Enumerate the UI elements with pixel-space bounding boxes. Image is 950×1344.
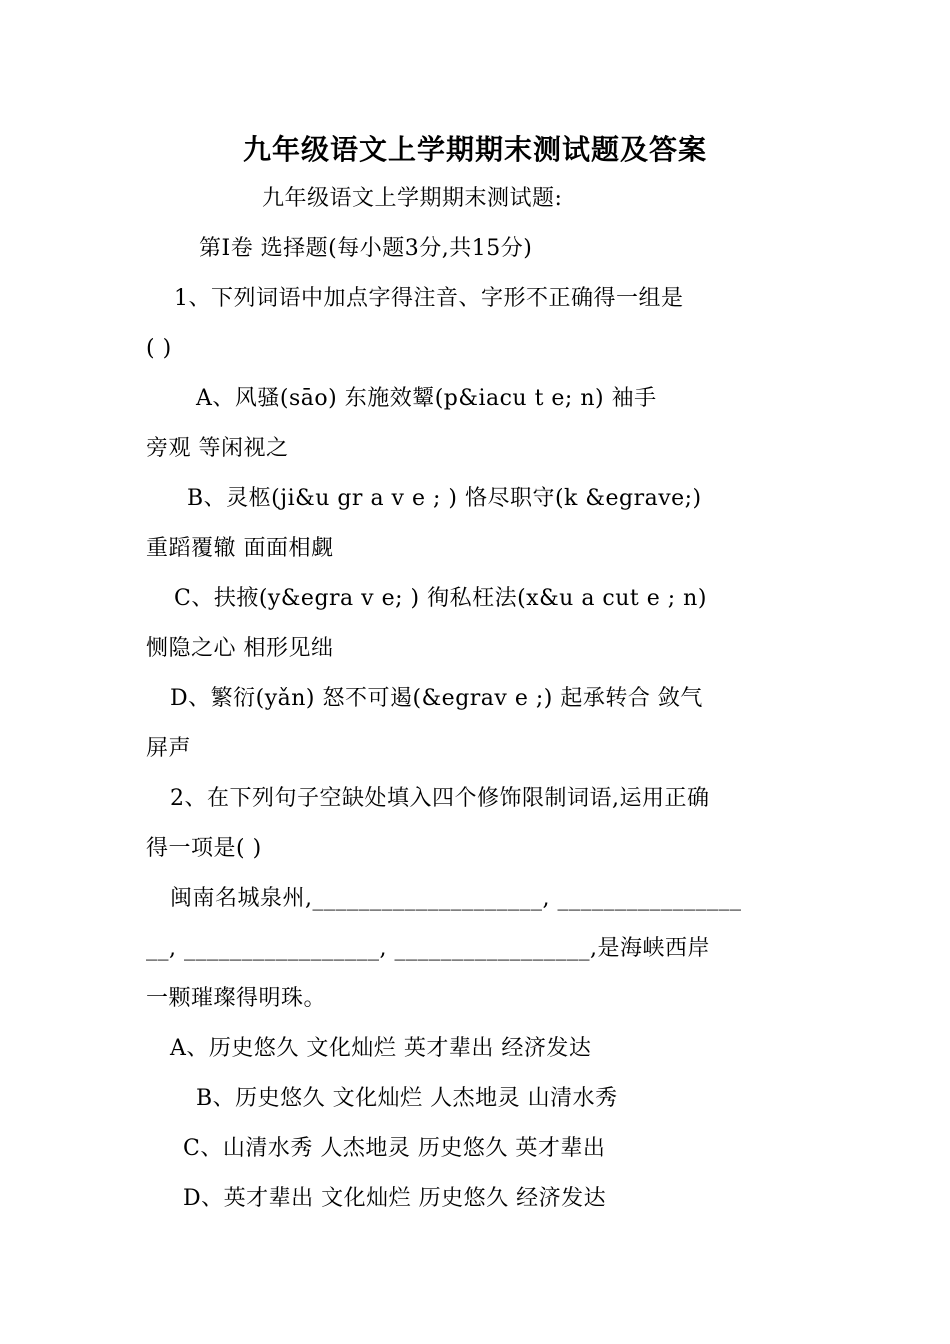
q2-option-d: D、英才辈出 文化灿烂 历史悠久 经济发达 (183, 1186, 607, 1211)
q2-option-a: A、历史悠久 文化灿烂 英才辈出 经济发达 (170, 1036, 592, 1061)
section-heading: 第Ⅰ卷 选择题(每小题3分,共15分) (199, 236, 533, 261)
q1-option-c-cont: 恻隐之心 相形见绌 (146, 636, 334, 661)
q2-stem-cont: 得一项是( ) (146, 836, 262, 861)
q1-option-a-cont: 旁观 等闲视之 (146, 436, 289, 461)
q1-option-c: C、扶掖(y&egra v e; ) 徇私枉法(x&u a cut e ; n) (174, 586, 707, 611)
q2-option-c: C、山清水秀 人杰地灵 历史悠久 英才辈出 (183, 1136, 606, 1161)
q2-sentence-end: 一颗璀璨得明珠。 (146, 986, 327, 1011)
q1-option-d: D、繁衍(yǎn) 怒不可遏(&egrav e ;) 起承转合 敛气 (170, 686, 703, 711)
q1-option-d-cont: 屏声 (146, 736, 192, 761)
q1-option-b-cont: 重蹈覆辙 面面相觑 (146, 536, 334, 561)
q1-option-b: B、灵柩(ji&u gr a v e ; ) 恪尽职守(k &egrave;) (187, 486, 702, 511)
q1-stem: 1、下列词语中加点字得注音、字形不正确得一组是 (174, 286, 684, 311)
q2-sentence-cont: __, _________________, _________________,是海峡西岸 (146, 936, 710, 961)
subtitle: 九年级语文上学期期末测试题: (262, 186, 563, 211)
q2-sentence: 闽南名城泉州,____________________, ________________ (170, 886, 742, 911)
q2-stem: 2、在下列句子空缺处填入四个修饰限制词语,运用正确 (170, 786, 710, 811)
q1-option-a: A、风骚(sāo) 东施效颦(p&iacu t e; n) 袖手 (196, 386, 657, 411)
q2-option-b: B、历史悠久 文化灿烂 人杰地灵 山清水秀 (196, 1086, 618, 1111)
q1-stem-blank: ( ) (146, 336, 172, 361)
document-title: 九年级语文上学期期末测试题及答案 (242, 133, 707, 166)
